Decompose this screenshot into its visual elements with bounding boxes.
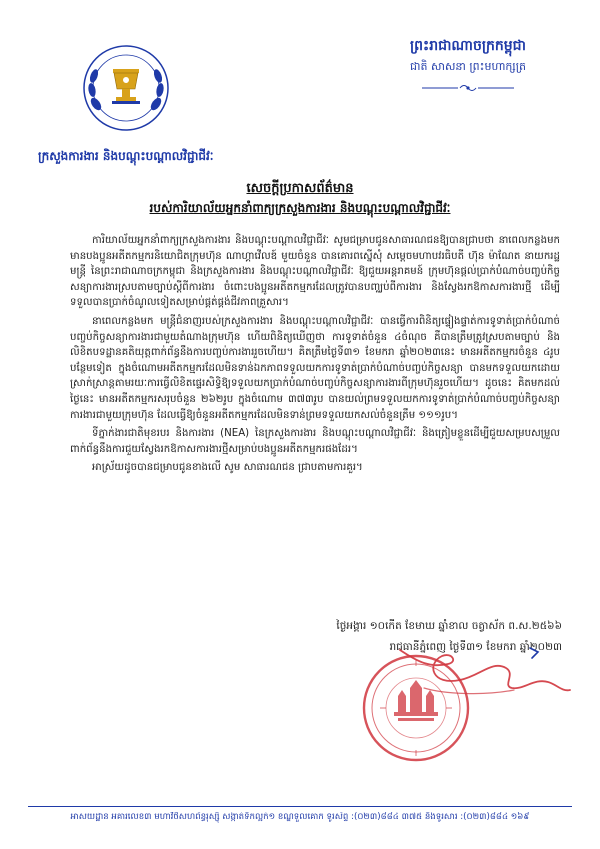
ornament-divider-icon [420,82,516,94]
document-subtitle: របស់ការិយាល័យអ្នកនាំពាក្យក្រសួងការងារ និងបណ្តុះបណ្តាលវិជ្ជាជីវៈ [149,201,451,215]
signature-icon [380,640,590,730]
paragraph: នាពេលកន្លងមក មន្ត្រីជំនាញរបស់ក្រសួងការងារ និងបណ្តុះបណ្តាលវិជ្ជាជីវៈ បានធ្វើការពិនិត្យផ្ទៀងផ្ទាត់ការទូទាត់ប្រាក់បំណាច់បញ្ចប់កិច្ចសន្យាការងារជាមួយតំណាងក្រុមហ៊ុន ហើយពិនិត្យឃើញថា ការទូទាត់ចំនួន ៤ចំណុច គឺបានត្រឹមត្រូវស្របតាមច្បាប់ និងលិខិតបទដ្ឋានគតិយុត្តពាក់ព័ន្ធនឹងការបញ្ចប់ការងាររួចហើយ។ គិតត្រឹមថ្ងៃទី៣១ ខែមករា ឆ្នាំ២០២៣នេះ មានអតីតកម្មករចំនួន ៤រូប បន្ថែមទៀត ក្នុងចំណោមអតីតកម្មករដែលមិនទាន់ឯកភាពទទួលយកការទូទាត់ប្រាក់បំណាច់បញ្ចប់កិច្ចសន្យា បានមកទទួលយកដោយស្រាក់ស្រាន្តតាមរយៈការធ្វើលិខិតផ្ទេរសិទ្ធិឱ្យទទួលយកប្រាក់បំណាច់បញ្ចប់កិច្ចសន្យាការងារពីក្រុមហ៊ុនរួចហើយ។ ដូចនេះ គិតមកដល់ថ្ងៃនេះ មានអតីតកម្មករសរុបចំនួន ២៦២រូប ក្នុងចំណោម ៣៧៣រូប បានយល់ព្រមទទួលយកការទូទាត់ប្រាក់បំណាច់បញ្ចប់កិច្ចសន្យាការងារជាមួយក្រុមហ៊ុន ដែលធ្វើឱ្យចំនួនអតីតកម្មករដែលមិនទាន់ព្រមទទួលយកសល់ចំនួនត្រឹម ១១១រូប។ [70,315,560,421]
national-motto: ជាតិ សាសនា ព្រះមហាក្សត្រ [410,60,526,73]
paragraph: ការិយាល័យអ្នកនាំពាក្យក្រសួងការងារ និងបណ្តុះបណ្តាលវិជ្ជាជីវៈ សូមជម្រាបជូនសាធារណជនឱ្យបានជ្រាបថា នាពេលកន្លងមក មានបងប្អូនអតីតកម្មករនិយោជិតក្រុមហ៊ុន ណាហ្គាវើលឌ៍ មួយចំនួន បានគោរពស្នើសុំ សម្តេចមហាបវរធិបតី ហ៊ុន ម៉ាណែត នាយករដ្ឋមន្ត្រី នៃព្រះរាជាណាចក្រកម្ពុជា និងក្រសួងការងារ និងបណ្តុះបណ្តាលវិជ្ជាជីវៈ ឱ្យជួយអន្តរាគមន៍ ក្រុមហ៊ុនផ្តល់ប្រាក់បំណាច់បញ្ចប់កិច្ចសន្យាការងារស្របតាមច្បាប់ស្តីពីការងារ ចំពោះបងប្អូនអតីតកម្មករដែលត្រូវបានបញ្ឈប់ពីការងារ និងស្វែងរកឱកាសការងារថ្មី ដើម្បីទទួលបានប្រាក់ចំណូលទៀតសម្រាប់ផ្គត់ផ្គង់ជីវភាពគ្រួសារ។ [70,235,560,309]
paragraph: អាស្រ័យដូចបានជម្រាបជូនខាងលើ សូម សាធារណជន ជ្រាបតាមការគួរ។ [92,462,363,474]
footer-address: អាសយដ្ឋាន អគារលេខ៣ មហាវិថីសហព័ន្ធរុស្ស៊ី សង្កាត់ទឹកល្អក់១ ខណ្ឌទួលគោក ទូរស័ព្ទ :(០២៣)៨៨៤ ៣៧៥ និងទូរសារ :(០២៣)៨៨៤ ១៦៩ [70,812,530,822]
document-title: សេចក្តីប្រកាសព័ត៌មាន [246,181,354,196]
paragraph: ទីភ្នាក់ងារជាតិមុខរបរ និងការងារ (NEA) នៃក្រសួងការងារ និងបណ្តុះបណ្តាលវិជ្ជាជីវៈ និងត្រៀមខ្លួនដើម្បីជួយសម្របសម្រួលពាក់ព័ន្ធនឹងការជួយស្វែងរកឱកាសការងារថ្មីសម្រាប់បងប្អូនអតីតកម្មករផងដែរ។ [70,428,560,455]
document-body [70,233,560,479]
ministry-name: ក្រសួងការងារ និងបណ្តុះបណ្តាលវិជ្ជាជីវៈ [38,149,214,163]
ministry-logo-icon [82,44,170,132]
kingdom-heading: ព្រះរាជាណាចក្រកម្ពុជា [409,38,526,54]
lunar-date: ថ្ងៃអង្គារ ១០កើត ខែមាឃ ឆ្នាំខាល ចត្វាស័ក ព.ស.២៥៦៦ [336,620,562,632]
footer-divider [28,806,572,807]
gregorian-date: រាជធានីភ្នំពេញ ថ្ងៃទី៣១ ខែមករា ឆ្នាំ២០២៣ [389,641,562,653]
